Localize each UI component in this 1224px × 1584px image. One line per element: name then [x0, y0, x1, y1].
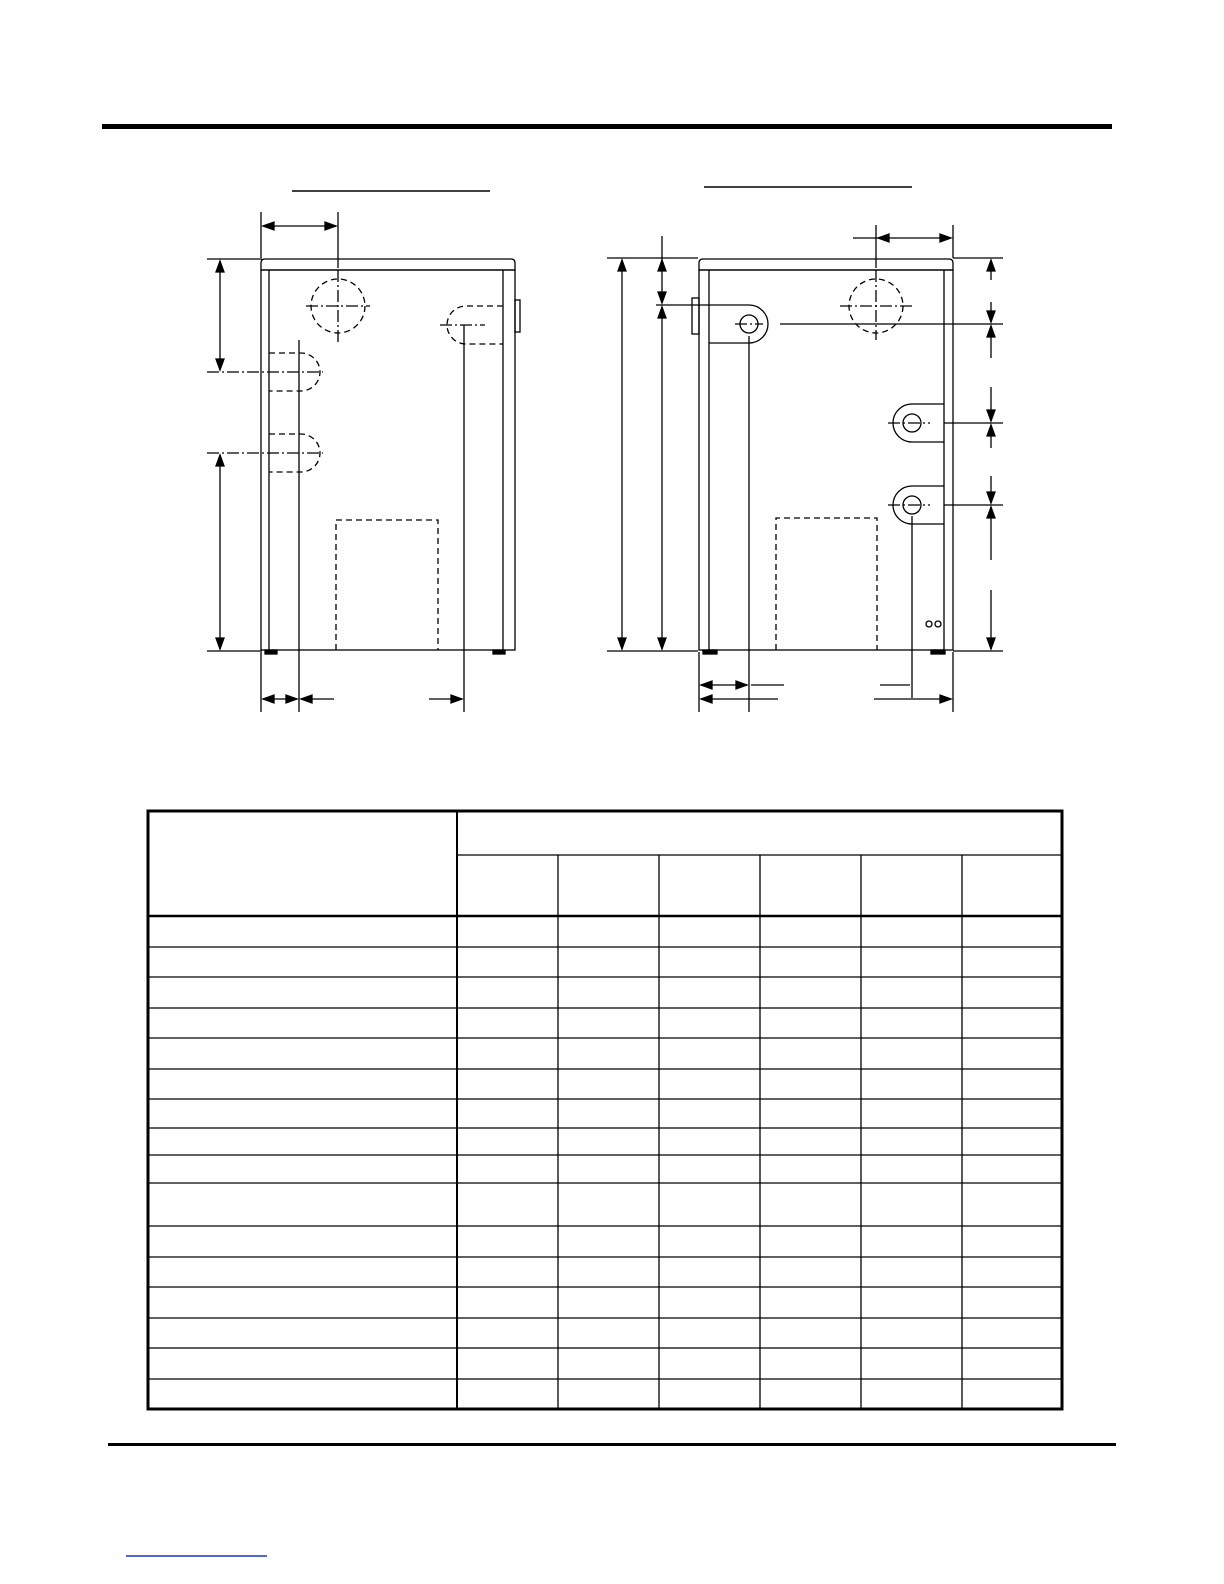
flue-tab: [692, 298, 699, 334]
overall-height-arrow-bottom: [618, 638, 626, 649]
header-rule: [102, 124, 1112, 129]
left-dim-v1-arrow-top: [216, 261, 224, 272]
rv-dim-4b-arrow: [987, 638, 995, 649]
bottom-dim-b-arrow-right: [451, 695, 462, 703]
rv-dim-3-arrow: [987, 425, 995, 436]
right-side-view: [607, 225, 1003, 712]
rv-bottom-dim-b-arrow-right: [940, 695, 951, 703]
top-right-dim-arrow-right: [940, 234, 951, 242]
rv-dim-3b-arrow: [987, 492, 995, 503]
rv-bottom-dim-a-arrow-right: [736, 681, 747, 689]
bottom-dim-a-arrow-left: [263, 695, 274, 703]
right-foot: [703, 650, 717, 654]
rv-bottom-dim-a-arrow-left: [701, 681, 712, 689]
rv-bottom-dim-b-arrow-left: [701, 695, 712, 703]
dimensions-table: [148, 811, 1062, 1409]
left-side-view: [207, 212, 520, 712]
left-foot-right: [493, 650, 505, 654]
flue-height-arrow-c: [658, 307, 666, 318]
side-port-tab: [515, 300, 520, 332]
left-cabinet-top: [261, 259, 515, 270]
rv-dim-4-arrow: [987, 507, 995, 518]
rv-dim-2-arrow: [987, 326, 995, 337]
bottom-dim-b-arrow-left: [301, 695, 312, 703]
rv-dim-2b-arrow: [987, 410, 995, 421]
right-access-panel: [776, 518, 877, 650]
rv-dim-1-arrow: [987, 260, 995, 271]
flue-height-arrow-b: [658, 292, 666, 303]
left-dim-v1-arrow-bottom: [216, 359, 224, 370]
right-cabinet-top: [699, 259, 953, 270]
flue-height-arrow-a: [658, 260, 666, 271]
left-dim-v2-arrow-top: [216, 455, 224, 466]
knockout-b: [935, 621, 941, 627]
table-columns: [457, 811, 962, 1409]
left-dim-v2-arrow-bottom: [216, 638, 224, 649]
flue-height-arrow-d: [658, 638, 666, 649]
left-foot: [265, 650, 277, 654]
rv-dim-1b-arrow: [987, 311, 995, 322]
footer-rule: [108, 1443, 1116, 1446]
top-right-dim-arrow-left: [878, 234, 889, 242]
top-dim-arrow-right: [325, 222, 336, 230]
table-border: [148, 811, 1062, 1409]
right-foot-right: [931, 650, 945, 654]
right-cabinet-body: [699, 270, 953, 650]
top-dim-arrow-left: [263, 222, 274, 230]
knockout-a: [926, 621, 932, 627]
access-panel: [336, 520, 438, 650]
table-rows: [148, 947, 1062, 1379]
overall-height-arrow-top: [618, 260, 626, 271]
bottom-dim-a-arrow-right: [286, 695, 297, 703]
